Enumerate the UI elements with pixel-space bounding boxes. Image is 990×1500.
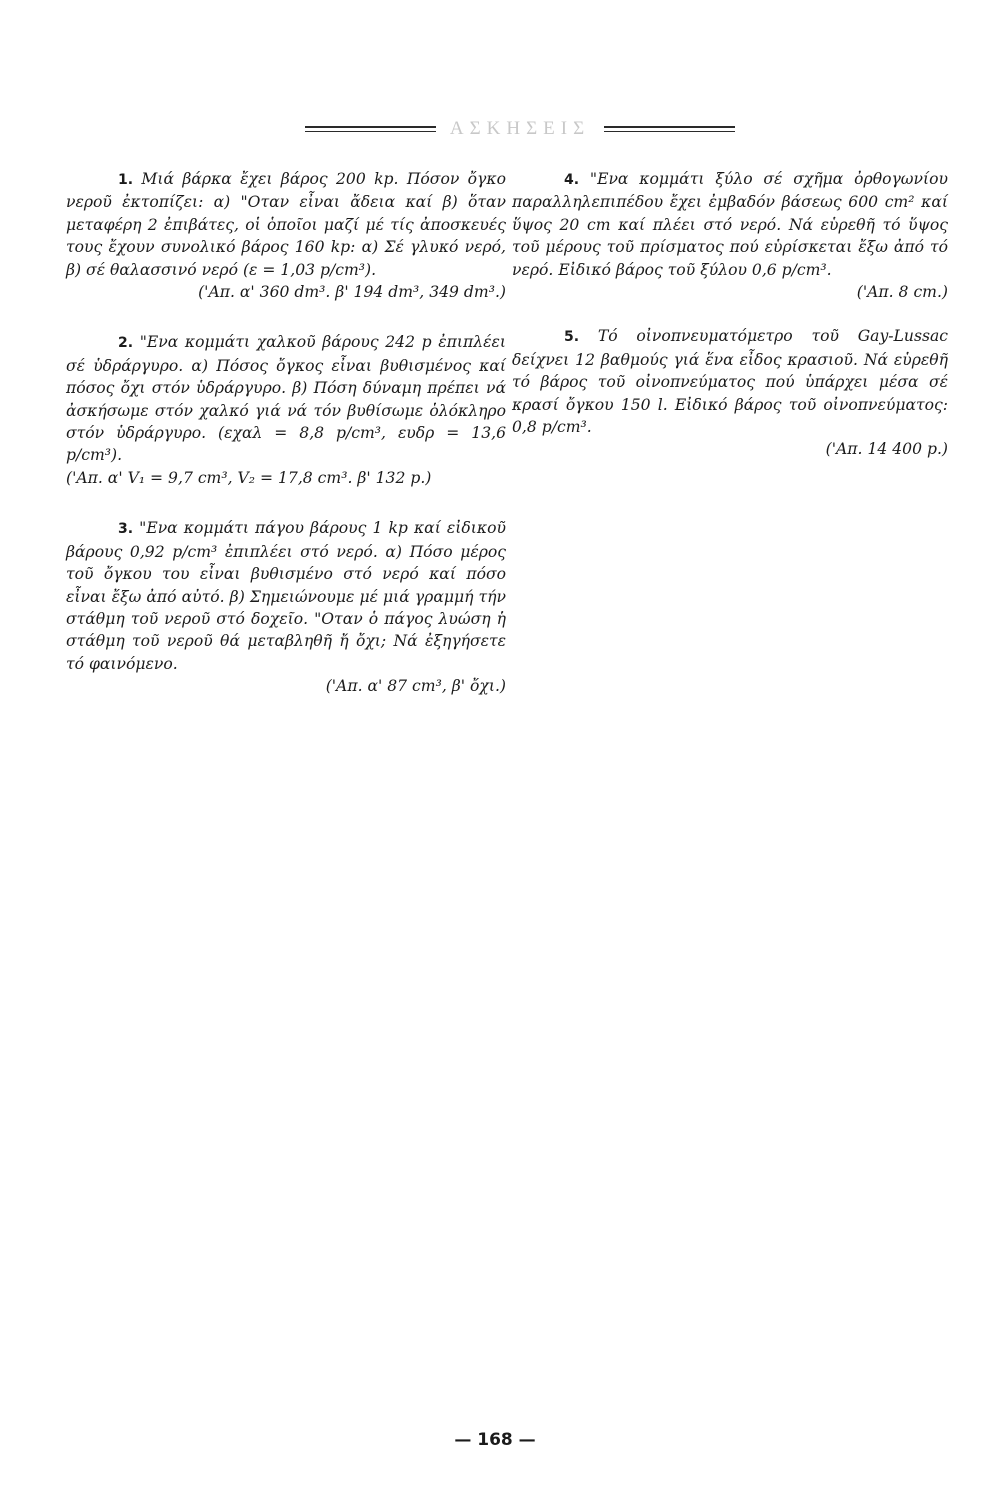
exercise-answer: ('Απ. α' 360 dm³. β' 194 dm³, 349 dm³.) [198,283,506,302]
header-rule-right [604,126,735,132]
exercise-text: Μιά βάρκα ἔχει βάρος 200 kp. Πόσον ὄγκο νεροῦ ἐκτοπίζει: α) "Οταν εἶναι ἄδεια καί β) ὅταν μεταφέρη 2 ἐπιβάτες, οἱ ὁποῖοι μαζί μέ τίς ἀποσκευές τους ἔχουν συνολικό βάρος 160 kp: α) Σέ γλυκό νερό, β) σέ θαλασσινό νερό (ε = 1,03 p/cm³). [66,170,506,279]
exercise-5 [512,325,948,460]
section-title: ΑΣΚΗΣΕΙΣ [449,118,591,139]
exercise-number: 5. [564,329,580,346]
exercise-3-start [66,517,506,697]
exercise-number: 3. [118,521,134,538]
header-rule-left [305,126,436,132]
exercise-2 [66,331,506,489]
exercise-text: "Ενα κομμάτι χαλκοῦ βάρους 242 p ἐπιπλέει σέ ὑδράργυρο. α) Πόσος ὄγκος εἶναι βυθισμένος καί πόσος ὄχι στόν ὑδράργυρο. β) Πόση δύναμη πρέπει νά ἀσκήσωμε στόν χαλκό γιά νά τόν βυθίσωμε ὁλόκληρο στόν ὑδράργυρο. (εχαλ = 8,8 p/cm³, ευδρ = 13,6 p/cm³). [66,333,506,465]
left-column [66,168,506,712]
right-column [512,168,948,475]
exercise-answer: ('Απ. α' V₁ = 9,7 cm³, V₂ = 17,8 cm³. β' 132 p.) [66,468,432,487]
exercise-number: 2. [118,335,134,352]
exercise-number: 1. [118,172,134,188]
page-number: — 168 — [454,1430,536,1450]
exercise-text: Τό οἰνοπνευματόμετρο τοῦ Gay-Lussac δείχνει 12 βαθμούς γιά ἕνα εἶδος κρασιοῦ. Νά εὑρεθῆ τό βάρος τοῦ οἰνοπνεύματος πού ὑπάρχει μέσα σέ κρασί ὄγκου 150 l. Εἰδικό βάρος τοῦ οἰνοπνεύματος: 0,8 p/cm³. [512,327,948,437]
exercise-4 [512,168,948,303]
exercise-1 [66,168,506,303]
exercise-text: "Ενα κομμάτι πάγου βάρους 1 kp καί εἰδικοῦ βάρους 0,92 p/cm³ ἐπιπλέει στό νερό. α) Πόσο μέρος τοῦ ὄγκου του εἶναι βυθισμένο στό νερό καί πόσο εἶναι ἔξω ἀπό αὐτό. β) Σημειώνουμε μέ μιά γραμμή τήν στάθμη τοῦ νεροῦ στό δοχεῖο. "Οταν ὁ πάγος λυώση ἡ στάθμη τοῦ νεροῦ θά μεταβληθῆ ἤ ὄχι; Νά ἐξηγήσετε τό φαινόμενο. [66,519,506,673]
exercise-answer: ('Απ. 8 cm.) [856,283,948,302]
exercise-answer: ('Απ. α' 87 cm³, β' ὄχι.) [325,677,506,696]
exercise-text: "Ενα κομμάτι ξύλο σέ σχῆμα ὀρθογωνίου παραλληλεπιπέδου ἔχει ἐμβαδόν βάσεως 600 cm² καί ὕψος 20 cm καί πλέει στό νερό. Νά εὑρεθῆ τό ὕψος τοῦ μέρους τοῦ πρίσματος πού εὑρίσκεται ἔξω ἀπό τό νερό. Εἰδικό βάρος τοῦ ξύλου 0,6 p/cm³. [512,170,948,279]
exercise-number: 4. [564,172,580,188]
page-header [305,114,735,144]
exercise-answer: ('Απ. 14 400 p.) [825,440,948,459]
